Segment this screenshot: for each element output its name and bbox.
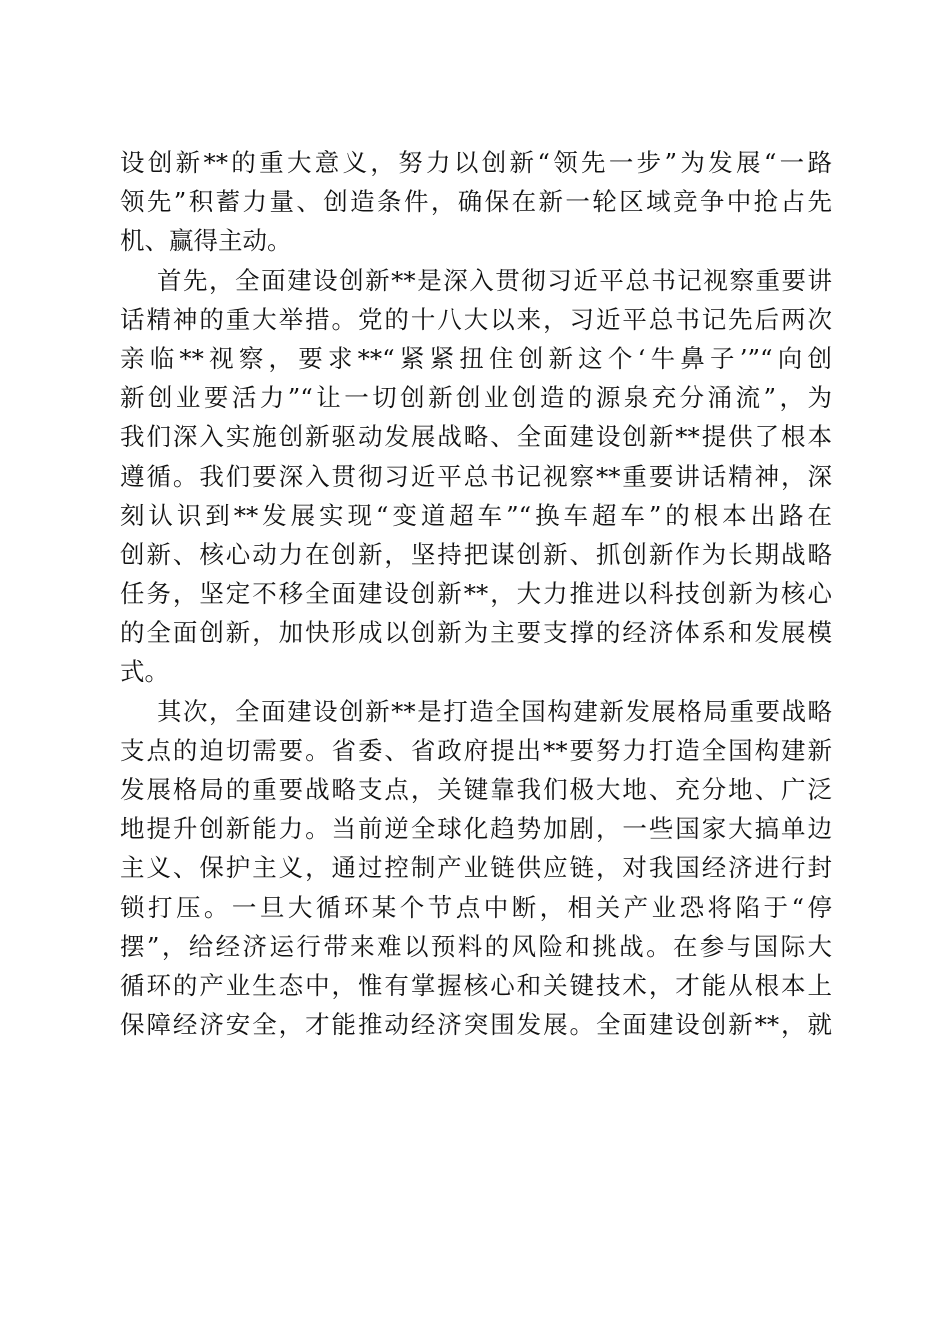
paragraph-2-line-1: 首先，全面建设创新**是深入贯彻习近平总书记视察重要讲 (157, 265, 832, 295)
paragraph-3-line-9: 保障经济安全，才能推动经济突围发展。全面建设创新**，就 (120, 1010, 832, 1040)
paragraph-1-line-2: 领先”积蓄力量、创造条件，确保在新一轮区域竞争中抢占先 (120, 187, 832, 217)
document-body (120, 143, 832, 1044)
paragraph-3-line-1: 其次，全面建设创新**是打造全国构建新发展格局重要战略 (157, 696, 832, 726)
paragraph-2-line-9: 任务，坚定不移全面建设创新**，大力推进以科技创新为核心 (120, 579, 832, 609)
paragraph-2-line-5: 我们深入实施创新驱动发展战略、全面建设创新**提供了根本 (120, 422, 832, 452)
paragraph-1-line-3: 机、赢得主动。 (120, 226, 292, 256)
paragraph-2-line-4: 新创业要活力”“让一切创新创业创造的源泉充分涌流”，为 (120, 383, 832, 413)
paragraph-1-line-1: 设创新**的重大意义，努力以创新“领先一步”为发展“一路 (120, 148, 832, 177)
paragraph-2-line-2: 话精神的重大举措。党的十八大以来，习近平总书记先后两次 (120, 304, 832, 334)
paragraph-3-line-4: 地提升创新能力。当前逆全球化趋势加剧，一些国家大搞单边 (120, 814, 832, 844)
paragraph-2-line-3: 亲临**视察，要求**“紧紧扭住创新这个‘牛鼻子’”“向创 (120, 343, 832, 373)
paragraph-3-line-2: 支点的迫切需要。省委、省政府提出**要努力打造全国构建新 (120, 735, 832, 765)
paragraph-3-line-7: 摆”，给经济运行带来难以预料的风险和挑战。在参与国际大 (120, 931, 832, 961)
paragraph-3-line-8: 循环的产业生态中，惟有掌握核心和关键技术，才能从根本上 (120, 970, 832, 1000)
paragraph-2-line-10: 的全面创新，加快形成以创新为主要支撑的经济体系和发展模 (120, 618, 832, 648)
paragraph-2-line-6: 遵循。我们要深入贯彻习近平总书记视察**重要讲话精神，深 (120, 461, 832, 491)
paragraph-2-line-7: 刻认识到**发展实现“变道超车”“换车超车”的根本出路在 (120, 500, 832, 530)
paragraph-2-line-8: 创新、核心动力在创新，坚持把谋创新、抓创新作为长期战略 (120, 539, 832, 569)
paragraph-3-line-3: 发展格局的重要战略支点，关键靠我们极大地、充分地、广泛 (120, 775, 832, 804)
paragraph-2-line-11: 式。 (120, 657, 169, 687)
paragraph-3-line-6: 锁打压。一旦大循环某个节点中断，相关产业恐将陷于“停 (120, 892, 832, 922)
paragraph-3-line-5: 主义、保护主义，通过控制产业链供应链，对我国经济进行封 (120, 853, 832, 883)
